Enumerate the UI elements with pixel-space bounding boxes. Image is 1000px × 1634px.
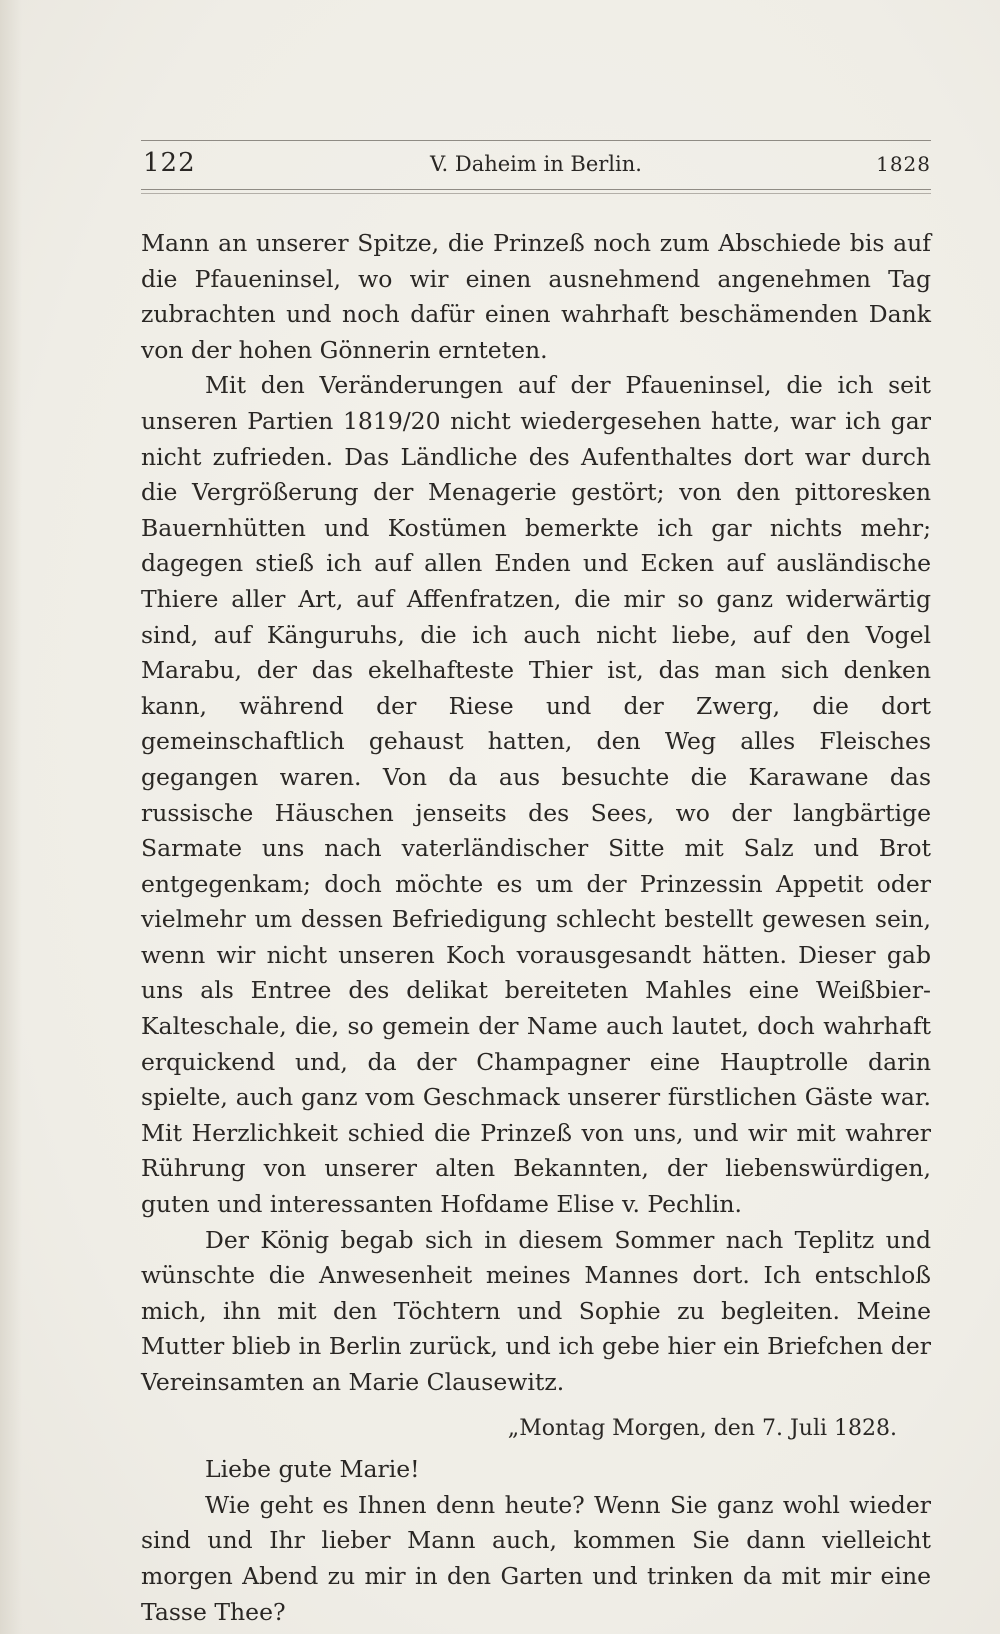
page-number: 122 — [143, 148, 196, 178]
paragraph-teplitz: Der König begab sich in diesem Sommer nach Teplitz und wünschte die Anwesenheit meines Mannes dort. Ich entschloß mich, ihn mit den Töchtern und Sophie zu begleiten. Meine Mutter blieb in Berlin zurück, und ich gebe hier ein Briefchen der Vereinsamten an Marie Clausewitz. — [141, 1225, 931, 1396]
page-header — [141, 138, 931, 198]
header-rule-top — [141, 140, 931, 141]
body-text — [141, 226, 931, 1630]
header-rule-bottom-double — [141, 193, 931, 194]
paragraph-continued: Mann an unserer Spitze, die Prinzeß noch zum Abschiede bis auf die Pfaueninsel, wo wir einen ausnehmend angenehmen Tag zubrachten und noch dafür einen wahrhaft beschämenden Dank von der hohen Gönnerin ernteten. — [141, 229, 931, 364]
letter-dateline: „Montag Morgen, den 7. Juli 1828. — [507, 1415, 897, 1441]
letter-body: Wie geht es Ihnen denn heute? Wenn Sie ganz wohl wieder sind und Ihr lieber Mann auch, kommen Sie dann vielleicht morgen Abend zu mir in den Garten und trinken da mit mir eine Tasse Thee? — [141, 1490, 931, 1626]
header-rule-bottom — [141, 189, 931, 190]
paragraph-pfaueninsel: Mit den Veränderungen auf der Pfaueninsel, die ich seit unseren Partien 1819/20 nicht wiedergesehen hatte, war ich gar nicht zufrieden. Das Ländliche des Aufenthaltes dort war durch die Vergrößerung der Menagerie gestört; von den pittoresken Bauernhütten und Kostümen bemerkte ich gar nichts mehr; dagegen stieß ich auf allen Enden und Ecken auf ausländische Thiere aller Art, auf Affenfratzen, die mir so ganz widerwärtig sind, auf Känguruhs, die ich auch nicht liebe, auf den Vogel Marabu, der das ekelhafteste Thier ist, das man sich denken kann, während der Riese und der Zwerg, die dort gemeinschaftlich gehaust hatten, den Weg alles Fleisches gegangen waren. Von da aus besuchte die Karawane das russische Häuschen jenseits des Sees, wo der langbärtige Sarmate uns nach vaterländischer Sitte mit Salz und Brot entgegenkam; doch möchte es um der Prinzessin Appetit oder vielmehr um dessen Befriedigung schlecht bestellt gewesen sein, wenn wir nicht unseren Koch vorausgesandt hätten. Dieser gab uns als Entree des delikat bereiteten Mahles eine Weißbier-Kalteschale, die, so gemein der Name auch lautet, doch wahrhaft erquickend und, da der Champagner eine Hauptrolle darin spielte, auch ganz vom Geschmack unserer fürstlichen Gäste war. Mit Herzlichkeit schied die Prinzeß von uns, und wir mit wahrer Rührung von unserer alten Bekannten, der liebenswürdigen, guten und interessanten Hofdame Elise v. Pechlin. — [141, 371, 931, 1219]
header-year: 1828 — [876, 152, 931, 176]
running-title: V. Daheim in Berlin. — [430, 152, 642, 176]
letter-salutation: Liebe gute Marie! — [205, 1455, 420, 1484]
